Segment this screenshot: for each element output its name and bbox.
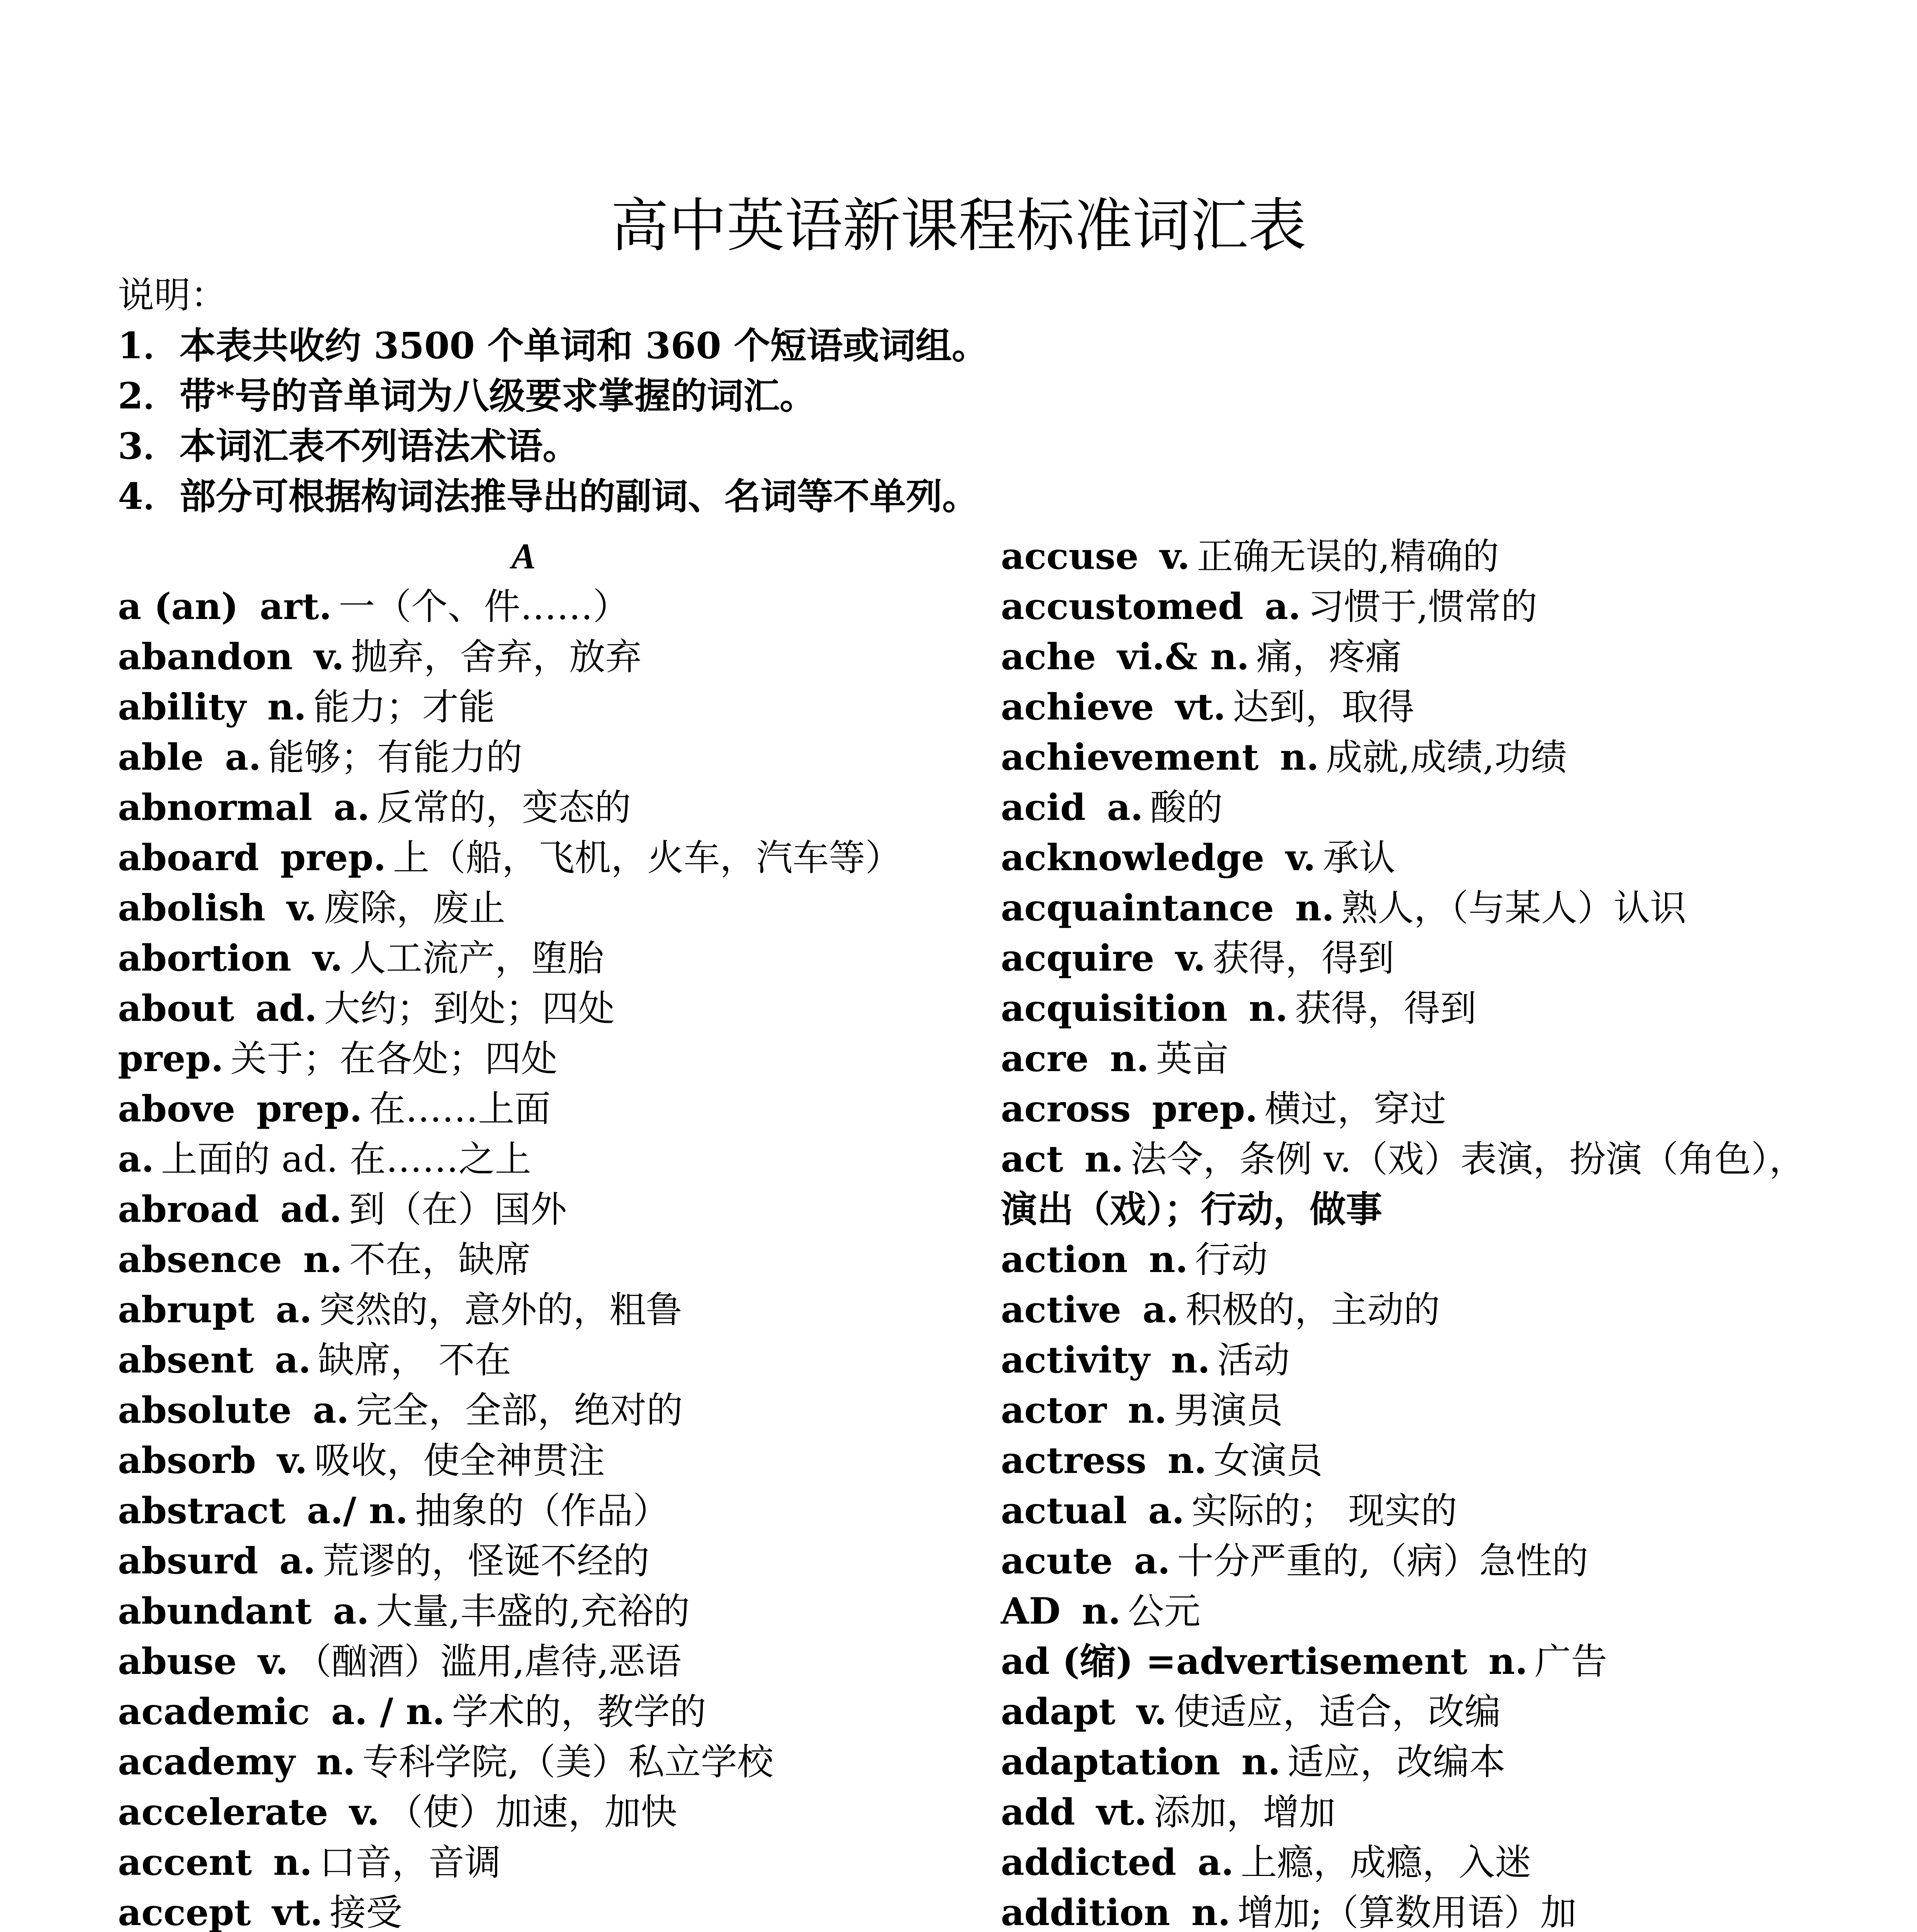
entry-word: abundant bbox=[118, 1590, 312, 1633]
entry-definition: 适应，改编本 bbox=[1287, 1741, 1505, 1783]
vocab-entry bbox=[118, 1737, 935, 1787]
notes bbox=[118, 270, 988, 522]
entry-definition: 正确无误的,精确的 bbox=[1197, 536, 1499, 578]
vocab-entry bbox=[118, 1636, 935, 1687]
entry-part-of-speech: a. bbox=[275, 1339, 311, 1381]
entry-part-of-speech: v. bbox=[314, 636, 344, 678]
entry-definition: 实际的； 现实的 bbox=[1191, 1490, 1458, 1532]
entry-definition: 痛，疼痛 bbox=[1256, 636, 1402, 678]
entry-definition: 使适应，适合，改编 bbox=[1174, 1691, 1501, 1733]
entry-word: addicted bbox=[1001, 1841, 1177, 1884]
entry-part-of-speech: a. bbox=[313, 1389, 349, 1432]
vocab-entry bbox=[118, 1034, 935, 1084]
entry-definition: 熟人，（与某人）认识 bbox=[1341, 887, 1686, 929]
vocab-entry bbox=[1001, 883, 1805, 933]
entry-definition: （使）加速，加快 bbox=[386, 1791, 677, 1833]
vocab-entry bbox=[118, 1687, 935, 1737]
entry-part-of-speech: v. bbox=[1175, 937, 1206, 980]
entry-word: accustomed bbox=[1001, 585, 1243, 628]
vocab-entry bbox=[118, 1285, 935, 1335]
entry-word: absurd bbox=[118, 1540, 259, 1582]
entry-word: accent bbox=[118, 1841, 252, 1884]
entry-definition: 上（船，飞机，火车，汽车等） bbox=[393, 837, 902, 879]
vocab-entry bbox=[1001, 1486, 1805, 1536]
vocab-entry bbox=[118, 883, 935, 933]
vocab-entry bbox=[118, 1184, 935, 1235]
entry-definition: 能力；才能 bbox=[313, 686, 495, 728]
entry-word: prep. bbox=[118, 1037, 224, 1080]
vocab-entry bbox=[1001, 983, 1805, 1034]
vocab-entry bbox=[118, 1586, 935, 1636]
entry-part-of-speech: n. bbox=[1241, 1741, 1281, 1783]
entry-part-of-speech: a. bbox=[225, 736, 261, 779]
vocab-entry bbox=[118, 833, 935, 883]
vocab-entry bbox=[118, 1134, 935, 1184]
entry-part-of-speech: n. bbox=[1295, 887, 1334, 929]
entry-word: abroad bbox=[118, 1188, 259, 1231]
entry-word: about bbox=[118, 987, 235, 1030]
entry-word: accelerate bbox=[118, 1791, 328, 1833]
entry-definition: 横过，穿过 bbox=[1264, 1088, 1446, 1130]
vocab-entry bbox=[118, 732, 935, 782]
entry-part-of-speech: a. bbox=[1197, 1841, 1234, 1884]
entry-word: aboard bbox=[118, 837, 259, 879]
entry-definition: 荒谬的，怪诞不经的 bbox=[322, 1540, 650, 1582]
entry-part-of-speech: prep. bbox=[256, 1088, 362, 1130]
notes-label: 说明： bbox=[118, 274, 227, 316]
entry-definition: 积极的，主动的 bbox=[1186, 1289, 1440, 1331]
entry-word: actor bbox=[1001, 1389, 1107, 1432]
entry-word: absolute bbox=[118, 1389, 292, 1432]
entry-definition: 达到，取得 bbox=[1233, 686, 1415, 728]
entry-definition: 缺席， 不在 bbox=[318, 1339, 511, 1381]
entry-definition: 广告 bbox=[1534, 1641, 1607, 1683]
note-item: 3．本词汇表不列语法术语。 bbox=[118, 425, 579, 468]
vocab-entry bbox=[118, 983, 935, 1034]
entry-part-of-speech: n. bbox=[316, 1741, 356, 1783]
vocab-entry bbox=[1001, 632, 1805, 682]
vocab-entry bbox=[1001, 1636, 1805, 1687]
entry-part-of-speech: n. bbox=[1149, 1238, 1188, 1281]
entry-definition: 大量,丰盛的,充裕的 bbox=[376, 1590, 690, 1633]
vocab-entry bbox=[1001, 1586, 1805, 1636]
entry-definition: 关于；在各处；四处 bbox=[230, 1038, 558, 1080]
vocab-entry bbox=[1001, 1034, 1805, 1084]
entry-part-of-speech: art. bbox=[259, 585, 332, 628]
entry-word: accept bbox=[118, 1891, 251, 1932]
vocab-entry bbox=[1001, 782, 1805, 833]
entry-definition: 专科学院,（美）私立学校 bbox=[362, 1741, 774, 1783]
entry-word: ache bbox=[1001, 636, 1096, 678]
vocab-entry bbox=[1001, 682, 1805, 732]
entry-word: acknowledge bbox=[1001, 837, 1265, 879]
entry-part-of-speech: a. bbox=[1107, 786, 1143, 829]
entry-definition: 反常的，变态的 bbox=[376, 787, 631, 829]
vocab-entry bbox=[118, 1888, 935, 1932]
vocab-entry bbox=[118, 1536, 935, 1586]
entry-definition: 废除，废止 bbox=[323, 887, 505, 929]
entry-definition: 到（在）国外 bbox=[349, 1189, 567, 1231]
entry-part-of-speech: v. bbox=[277, 1439, 308, 1482]
vocab-entry bbox=[118, 1787, 935, 1837]
entry-word: add bbox=[1001, 1791, 1075, 1833]
entry-definition: 口音，音调 bbox=[319, 1842, 501, 1884]
entry-part-of-speech: vt. bbox=[272, 1891, 323, 1932]
entry-word: academic bbox=[118, 1690, 310, 1733]
entry-part-of-speech: n. bbox=[303, 1238, 342, 1281]
vocab-entry bbox=[118, 1235, 935, 1285]
vocab-entry bbox=[1001, 833, 1805, 883]
entry-definition: 抽象的（作品） bbox=[415, 1490, 669, 1532]
vocab-entry bbox=[1001, 1888, 1805, 1932]
entry-word: abuse bbox=[118, 1640, 237, 1683]
entry-word: action bbox=[1001, 1238, 1128, 1281]
entry-definition: 习惯于,惯常的 bbox=[1308, 586, 1538, 628]
entry-word: a (an) bbox=[118, 585, 238, 628]
entry-word: academy bbox=[118, 1741, 295, 1783]
entry-part-of-speech: n. bbox=[1171, 1339, 1210, 1381]
entry-word: AD bbox=[1001, 1590, 1061, 1633]
vocab-entry bbox=[1001, 1335, 1805, 1385]
entry-part-of-speech: a. bbox=[1142, 1289, 1179, 1331]
entry-part-of-speech: a. bbox=[276, 1289, 312, 1331]
entry-word: abrupt bbox=[118, 1289, 255, 1331]
entry-word: addition bbox=[1001, 1891, 1170, 1932]
entry-definition: 英亩 bbox=[1156, 1038, 1229, 1080]
entry-word: adapt bbox=[1001, 1690, 1116, 1733]
entry-part-of-speech: a. bbox=[1134, 1540, 1170, 1582]
vocab-entry bbox=[1001, 732, 1805, 782]
vocab-entry bbox=[1001, 1435, 1805, 1486]
vocab-entry bbox=[1001, 1687, 1805, 1737]
entry-part-of-speech: ad. bbox=[255, 987, 317, 1030]
left-column bbox=[118, 531, 935, 1932]
entry-definition: 获得，得到 bbox=[1213, 937, 1395, 980]
entry-word: achieve bbox=[1001, 686, 1154, 728]
entry-definition: 在……上面 bbox=[369, 1088, 551, 1130]
vocab-entry bbox=[118, 682, 935, 732]
entry-part-of-speech: v. bbox=[313, 937, 343, 980]
vocab-entry bbox=[118, 1435, 935, 1486]
entry-word: ability bbox=[118, 686, 246, 728]
entry-word: acquaintance bbox=[1001, 887, 1274, 929]
entry-word: acquisition bbox=[1001, 987, 1228, 1030]
entry-definition: 添加，增加 bbox=[1154, 1791, 1336, 1833]
entry-word: activity bbox=[1001, 1339, 1150, 1381]
entry-definition: 增加;（算数用语）加 bbox=[1237, 1892, 1577, 1932]
entry-definition: 成就,成绩,功绩 bbox=[1326, 736, 1567, 779]
entry-definition: 法令，条例 v.（戏）表演，扮演（角色）， bbox=[1130, 1138, 1806, 1180]
entry-part-of-speech: a. bbox=[1148, 1490, 1185, 1532]
entry-part-of-speech: n. bbox=[1110, 1037, 1149, 1080]
vocab-entry bbox=[1001, 1235, 1805, 1285]
vocab-entry bbox=[1001, 1134, 1805, 1184]
entry-definition: 不在，缺席 bbox=[349, 1239, 531, 1281]
vocab-entry bbox=[1001, 1385, 1805, 1435]
entry-definition: 能够；有能力的 bbox=[268, 736, 522, 779]
entry-word: abolish bbox=[118, 887, 266, 929]
entry-part-of-speech: n. bbox=[1084, 1138, 1124, 1180]
entry-word: ad (缩) =advertisement bbox=[1001, 1640, 1468, 1683]
vocab-entry bbox=[1001, 531, 1805, 582]
vocab-entry bbox=[1001, 1787, 1805, 1837]
entry-part-of-speech: vt. bbox=[1175, 686, 1226, 728]
entry-part-of-speech: a. bbox=[333, 1590, 369, 1633]
entry-word: acre bbox=[1001, 1037, 1089, 1080]
entry-part-of-speech: v. bbox=[1160, 535, 1190, 578]
entry-part-of-speech: n. bbox=[273, 1841, 313, 1884]
entry-definition: 接受 bbox=[330, 1892, 403, 1932]
vocab-entry bbox=[118, 1486, 935, 1536]
entry-part-of-speech: n. bbox=[267, 686, 306, 728]
entry-definition: 完全，全部，绝对的 bbox=[356, 1389, 683, 1432]
entry-definition: 吸收，使全神贯注 bbox=[314, 1440, 605, 1482]
vocab-entry bbox=[1001, 1837, 1805, 1888]
entry-definition: 一（个、件……） bbox=[338, 586, 629, 628]
section-letter: A bbox=[511, 536, 536, 577]
vocab-entry bbox=[1001, 582, 1805, 632]
entry-part-of-speech: v. bbox=[349, 1791, 380, 1833]
entry-part-of-speech: v. bbox=[1286, 837, 1316, 879]
vocab-entry bbox=[118, 782, 935, 833]
entry-part-of-speech: vi.& n. bbox=[1117, 636, 1250, 678]
entry-word: a. bbox=[118, 1138, 154, 1180]
vocab-entry bbox=[118, 1837, 935, 1888]
note-item: 1．本表共收约 3500 个单词和 360 个短语或词组。 bbox=[118, 325, 988, 367]
vocab-entry bbox=[1001, 933, 1805, 983]
entry-word: abandon bbox=[118, 636, 293, 678]
note-item: 2．带*号的音单词为八级要求掌握的词汇。 bbox=[118, 375, 816, 417]
entry-part-of-speech: prep. bbox=[280, 837, 386, 879]
vocab-entry bbox=[1001, 1737, 1805, 1787]
right-column bbox=[1001, 531, 1805, 1932]
page-title: 高中英语新课程标准词汇表 bbox=[611, 192, 1306, 260]
entry-part-of-speech: n. bbox=[1128, 1389, 1167, 1432]
entry-definition: 十分严重的,（病）急性的 bbox=[1177, 1540, 1589, 1582]
entry-word: absorb bbox=[118, 1439, 256, 1482]
entry-word: absent bbox=[118, 1339, 254, 1381]
entry-part-of-speech: a. bbox=[1264, 585, 1301, 628]
vocab-entry bbox=[118, 582, 935, 632]
entry-part-of-speech: n. bbox=[1082, 1590, 1121, 1633]
entry-word: act bbox=[1001, 1138, 1063, 1180]
entry-word: acid bbox=[1001, 786, 1086, 829]
entry-definition: 公元 bbox=[1128, 1590, 1201, 1633]
entry-definition: 上面的 ad. 在……之上 bbox=[161, 1138, 531, 1180]
entry-word: abortion bbox=[118, 937, 292, 980]
entry-word: acute bbox=[1001, 1540, 1113, 1582]
entry-part-of-speech: a./ n. bbox=[307, 1490, 408, 1532]
vocab-entry bbox=[1001, 1285, 1805, 1335]
vocab-entry bbox=[118, 1084, 935, 1134]
entry-definition: 承认 bbox=[1322, 837, 1395, 879]
entry-word: achievement bbox=[1001, 736, 1259, 779]
entry-word: adaptation bbox=[1001, 1741, 1220, 1783]
entry-definition: 突然的，意外的，粗鲁 bbox=[319, 1289, 682, 1331]
vocab-entry bbox=[1001, 1184, 1805, 1235]
entry-word: 演出（戏）；行动，做事 bbox=[1001, 1188, 1383, 1231]
entry-word: acquire bbox=[1001, 937, 1155, 980]
entry-part-of-speech: prep. bbox=[1152, 1088, 1258, 1130]
entry-part-of-speech: v. bbox=[258, 1640, 288, 1683]
entry-word: abstract bbox=[118, 1490, 286, 1532]
entry-word: accuse bbox=[1001, 535, 1139, 578]
entry-part-of-speech: a. / n. bbox=[331, 1690, 445, 1733]
vocab-entry bbox=[118, 1385, 935, 1435]
vocab-entry bbox=[1001, 1084, 1805, 1134]
entry-definition: 女演员 bbox=[1213, 1440, 1323, 1482]
entry-definition: 大约；到处；四处 bbox=[324, 988, 615, 1030]
entry-definition: 行动 bbox=[1195, 1239, 1268, 1281]
entry-word: above bbox=[118, 1088, 235, 1130]
entry-part-of-speech: vt. bbox=[1096, 1791, 1147, 1833]
vocab-entry bbox=[118, 1335, 935, 1385]
entry-definition: 男演员 bbox=[1174, 1389, 1283, 1432]
entry-definition: 酸的 bbox=[1150, 787, 1223, 829]
entry-part-of-speech: a. bbox=[279, 1540, 316, 1582]
entry-word: abnormal bbox=[118, 786, 313, 829]
entry-definition: 活动 bbox=[1217, 1339, 1290, 1381]
vocab-entry bbox=[118, 933, 935, 983]
entry-word: across bbox=[1001, 1088, 1131, 1130]
entry-definition: （酗酒）滥用,虐待,恶语 bbox=[295, 1641, 682, 1683]
entry-definition: 获得，得到 bbox=[1294, 988, 1476, 1030]
entry-word: actual bbox=[1001, 1490, 1127, 1532]
entry-part-of-speech: n. bbox=[1249, 987, 1288, 1030]
entry-word: active bbox=[1001, 1289, 1121, 1331]
entry-word: able bbox=[118, 736, 204, 779]
entry-definition: 学术的，教学的 bbox=[452, 1691, 706, 1733]
note-item: 4．部分可根据构词法推导出的副词、名词等不单列。 bbox=[118, 475, 979, 518]
entry-part-of-speech: a. bbox=[333, 786, 370, 829]
entry-word: absence bbox=[118, 1238, 282, 1281]
entry-part-of-speech: ad. bbox=[280, 1188, 342, 1231]
entry-definition: 上瘾，成瘾，入迷 bbox=[1240, 1842, 1531, 1884]
entry-definition: 人工流产，堕胎 bbox=[349, 937, 604, 980]
entry-part-of-speech: n. bbox=[1488, 1640, 1528, 1683]
entry-part-of-speech: n. bbox=[1280, 736, 1319, 779]
entry-part-of-speech: n. bbox=[1191, 1891, 1231, 1932]
entry-word: actress bbox=[1001, 1439, 1146, 1482]
vocab-entry bbox=[118, 632, 935, 682]
entry-part-of-speech: v. bbox=[287, 887, 317, 929]
entry-definition: 抛弃，舍弃，放弃 bbox=[351, 636, 642, 678]
entry-part-of-speech: n. bbox=[1167, 1439, 1207, 1482]
entry-part-of-speech: v. bbox=[1136, 1690, 1167, 1733]
vocab-entry bbox=[1001, 1536, 1805, 1586]
